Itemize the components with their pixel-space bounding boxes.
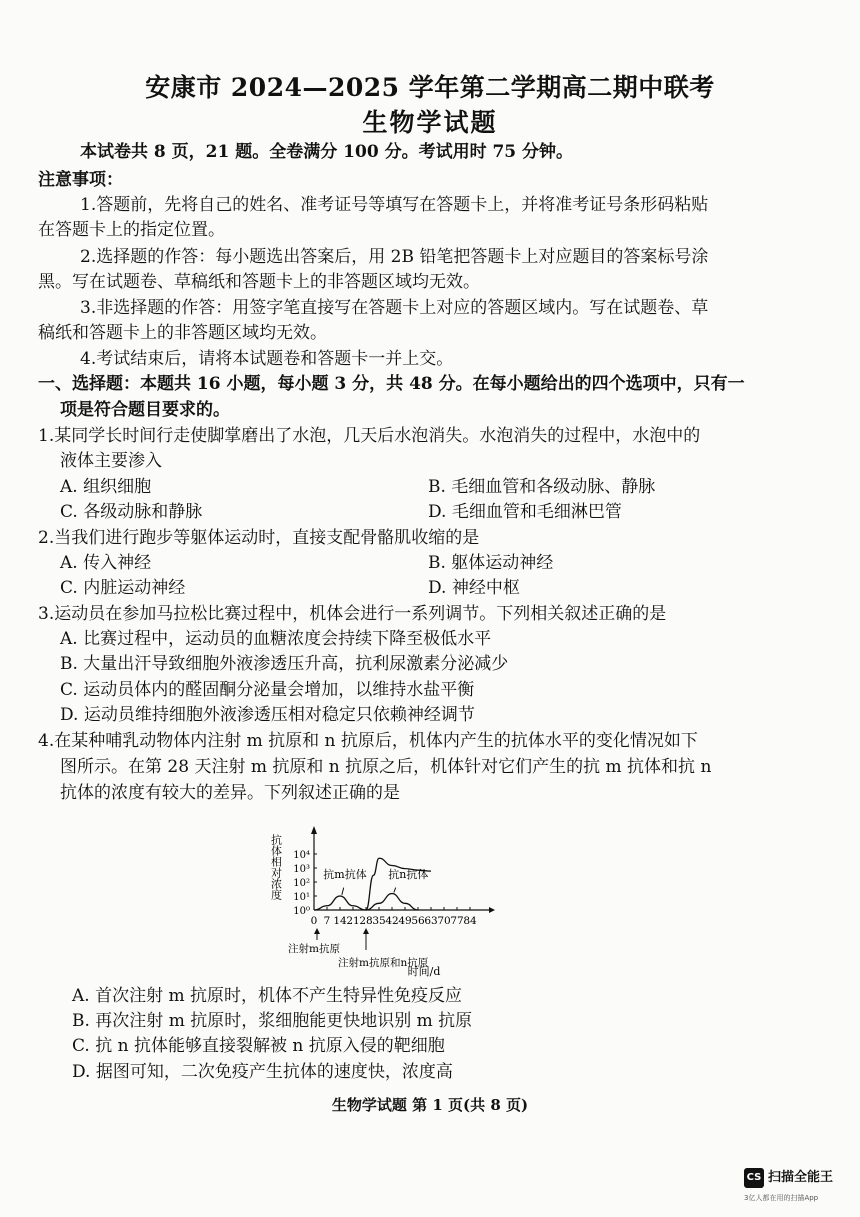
exam-subtitle: 生物学试题 (362, 108, 498, 137)
scanner-logo-subtitle: 3亿人都在用的扫描App (744, 1194, 819, 1202)
option-c: C. 运动员体内的醛固酮分泌量会增加，以维持水盐平衡 (60, 680, 475, 700)
option-c: C. 抗 n 抗体能够直接裂解被 n 抗原入侵的靶细胞 (72, 1036, 445, 1056)
question-stem: 1.某同学长时间行走使脚掌磨出了水泡，几天后水泡消失。水泡消失的过程中，水泡中的 (38, 426, 701, 446)
question-stem: 抗体的浓度有较大的差异。下列叙述正确的是 (60, 783, 400, 803)
scanner-logo-text: 扫描全能王 (768, 1170, 834, 1185)
x-tick-label: 70 (437, 915, 451, 927)
option-b: B. 再次注射 m 抗原时，浆细胞能更快地识别 m 抗原 (72, 1011, 473, 1031)
notes-heading: 注意事项： (38, 170, 123, 190)
injection-arrow-head (363, 928, 369, 934)
y-tick-label: 10³ (293, 864, 310, 875)
question-stem: 2.当我们进行跑步等躯体运动时，直接支配骨骼肌收缩的是 (38, 528, 480, 548)
option-c: C. 内脏运动神经 (60, 578, 186, 598)
x-tick-label: 7 (323, 915, 331, 927)
section-heading-cont: 项是符合题目要求的。 (60, 400, 230, 420)
exam-info: 本试卷共 8 页，21 题。全卷满分 100 分。考试用时 75 分钟。 (80, 142, 574, 162)
question-stem: 图所示。在第 28 天注射 m 抗原和 n 抗原之后，机体针对它们产生的抗 m 抗体和抗 n (60, 757, 712, 777)
x-tick-label: 77 (450, 915, 464, 927)
question-stem: 3.运动员在参加马拉松比赛过程中，机体会进行一系列调节。下列相关叙述正确的是 (38, 604, 667, 624)
antibody-chart (262, 820, 602, 980)
y-tick-label: 10⁰ (293, 906, 310, 917)
note-line: 黑。写在试题卷、草稿纸和答题卡上的非答题区域均无效。 (38, 272, 480, 292)
series-line (314, 858, 431, 910)
series-label-n: 抗n抗体 (388, 867, 429, 881)
option-b: B. 毛细血管和各级动脉、静脉 (428, 477, 656, 497)
question-stem: 液体主要渗入 (60, 451, 162, 471)
option-b: B. 大量出汗导致细胞外液渗透压升高，抗利尿激素分泌减少 (60, 654, 509, 674)
section-heading: 一、选择题：本题共 16 小题，每小题 3 分，共 48 分。在每小题给出的四个选项中，只有一 (38, 374, 745, 394)
note-line: 在答题卡上的指定位置。 (38, 220, 225, 240)
option-a: A. 首次注射 m 抗原时，机体不产生特异性免疫反应 (72, 986, 463, 1006)
x-tick-label: 14 (333, 915, 347, 927)
injection-label-1: 注射m抗原 (288, 943, 340, 955)
x-tick-label: 42 (385, 915, 399, 927)
x-tick-label: 0 (310, 915, 318, 927)
series-label-pointer (342, 888, 344, 895)
page-footer: 生物学试题 第 1 页(共 8 页) (331, 1096, 529, 1114)
option-b: B. 躯体运动神经 (428, 553, 554, 573)
x-tick-label: 84 (463, 915, 477, 927)
note-line: 3.非选择题的作答：用签字笔直接写在答题卡上对应的答题区域内。写在试题卷、草 (80, 298, 709, 318)
x-axis-label: 时间/d (407, 965, 441, 978)
note-line: 稿纸和答题卡上的非答题区域均无效。 (38, 323, 327, 343)
option-a: A. 比赛过程中，运动员的血糖浓度会持续下降至极低水平 (60, 629, 492, 649)
x-tick-label: 49 (398, 915, 412, 927)
injection-arrow-head (314, 928, 320, 934)
y-tick-label: 10² (293, 878, 310, 889)
option-d: D. 神经中枢 (428, 578, 520, 598)
series-label-pointer (394, 888, 396, 893)
x-tick-label: 56 (411, 915, 425, 927)
option-d: D. 运动员维持细胞外液渗透压相对稳定只依赖神经调节 (60, 705, 475, 725)
option-d: D. 毛细血管和毛细淋巴管 (428, 502, 622, 522)
exam-title: 安康市 2024—2025 学年第二学期高二期中联考 (145, 73, 715, 102)
series-label-m: 抗m抗体 (323, 867, 367, 881)
note-line: 4.考试结束后，请将本试题卷和答题卡一并上交。 (80, 349, 454, 369)
injection-label-2: 注射m抗原和n抗原 (338, 957, 429, 969)
question-stem: 4.在某种哺乳动物体内注射 m 抗原和 n 抗原后，机体内产生的抗体水平的变化情况如下 (38, 731, 698, 751)
y-tick-label: 10¹ (293, 892, 310, 903)
option-c: C. 各级动脉和静脉 (60, 502, 203, 522)
option-d: D. 据图可知，二次免疫产生抗体的速度快，浓度高 (72, 1062, 453, 1082)
x-tick-label: 21 (346, 915, 360, 927)
scanner-logo-icon: CS (744, 1168, 764, 1188)
option-a: A. 传入神经 (60, 553, 152, 573)
x-axis-arrow (489, 907, 495, 913)
y-tick-label: 10⁴ (293, 850, 310, 861)
note-line: 1.答题前，先将自己的姓名、准考证号等填写在答题卡上，并将准考证号条形码粘贴 (80, 195, 709, 215)
note-line: 2.选择题的作答：每小题选出答案后，用 2B 铅笔把答题卡上对应题目的答案标号涂 (80, 247, 709, 267)
option-a: A. 组织细胞 (60, 477, 152, 497)
y-axis-label: 抗体相对浓度 (269, 834, 283, 900)
x-tick-label: 35 (372, 915, 386, 927)
x-tick-label: 28 (359, 915, 373, 927)
x-tick-label: 63 (424, 915, 438, 927)
y-axis-arrow (311, 826, 317, 834)
